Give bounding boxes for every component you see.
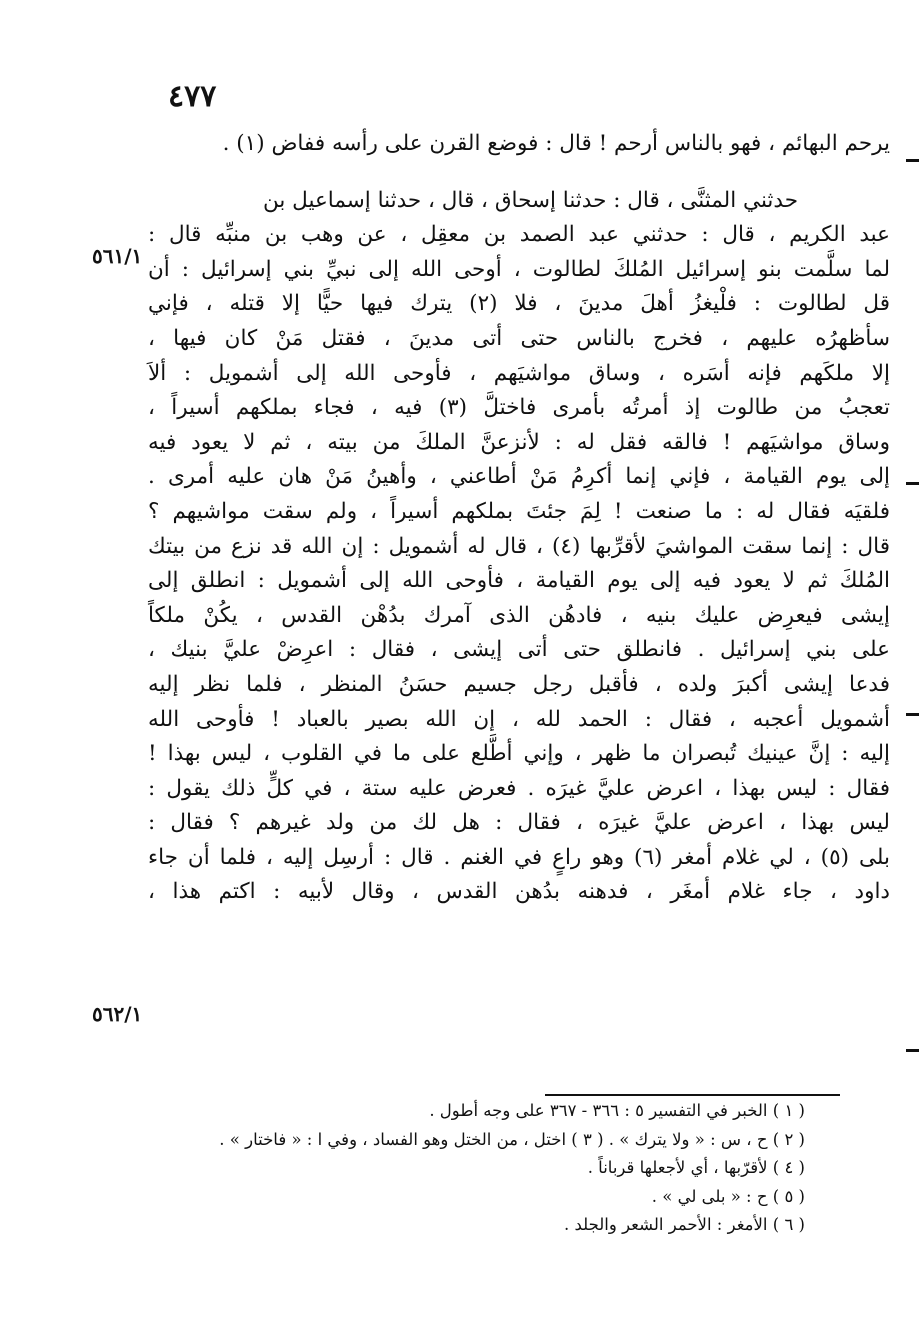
footnote: ( ٦ ) الأمغر : الأحمر الشعر والجلد . xyxy=(563,1215,805,1234)
margin-tick-mark xyxy=(906,159,919,162)
text-line: قال : إنما سقت المواشيَ لأقرِّبها (٤) ، قال له أشمويل : إن الله قد نزع من بيتك xyxy=(148,533,891,559)
footnote: ( ١ ) الخبر في التفسير ٥ : ٣٦٦ - ٣٦٧ على وجه أطول . xyxy=(429,1101,805,1120)
text-line: على بني إسرائيل . فانطلق حتى أتى إيشى ، فقال : اعرِضْ عليَّ بنيك ، xyxy=(148,637,890,663)
text-line: داود ، جاء غلام أمغَر ، فدهنه بدُهن القدس ، وقال لأبيه : اكتم هذا ، xyxy=(148,879,890,905)
text-line: إيشى فيعرِض عليك بنيه ، فادهُن الذى آمرك بدُهْن القدس ، يكُنْ ملكاً xyxy=(148,602,890,628)
text-line: يرحم البهائم ، فهو بالناس أرحم ! قال : فوضع القرن على رأسه ففاض (١) . xyxy=(222,131,890,156)
text-line: أشمويل أعجبه ، فقال : الحمد لله ، إن الله بصير بالعباد ! فأوحى الله xyxy=(148,706,890,732)
page-number: ٤٧٧ xyxy=(168,79,217,114)
footnote: ( ٢ ) ح ، س : « ولا يترك » . ( ٣ ) اختل ، من الختل وهو الفساد ، وفي ا : « فاختار » . xyxy=(219,1129,805,1149)
text-line: حدثني المثنَّى ، قال : حدثنا إسحاق ، قال ، حدثنا إسماعيل بن xyxy=(262,187,798,213)
text-line: فقال : ليس بهذا ، اعرض عليَّ غيرَه . فعرض عليه ستة ، في كلٍّ ذلك يقول : xyxy=(148,775,890,801)
text-line: وساق مواشيَهم ! فالقه فقل له : لأنزعنَّ الملكَ من بيته ، ثم لا يعود فيه xyxy=(148,429,890,455)
text-line: بلى (٥) ، لي غلام أمغر (٦) وهو راعٍ في الغنم . قال : أرسِل إليه ، فلما أن جاء xyxy=(148,844,890,870)
text-line: فلقيَه فقال له : ما صنعت ! لِمَ جئتَ بملكهم أسيراً ، ولم سقت مواشيهم ؟ xyxy=(148,498,890,524)
text-line: إلى يوم القيامة ، فإني إنما أكرِمُ مَنْ أطاعني ، وأهينُ مَنْ هان عليه أمرى . xyxy=(148,464,890,490)
margin-reference: ٥٦٢/١ xyxy=(92,1002,143,1026)
footnotes xyxy=(219,1097,805,1240)
footnote-divider xyxy=(545,1094,840,1096)
main-text xyxy=(148,127,890,910)
text-line: سأظهرُه عليهم ، فخرج بالناس حتى أتى مدينَ ، فقتل مَنْ كان فيها ، xyxy=(148,325,890,351)
margin-tick-mark xyxy=(906,1049,919,1052)
text-line: ليس بهذا ، اعرض عليَّ غيرَه ، فقال : هل لك من ولد غيرهم ؟ فقال : xyxy=(148,810,890,836)
footnote: ( ٥ ) ح : « بلى لي » . xyxy=(651,1186,805,1206)
text-line: لما سلَّمت بنو إسرائيل المُلكَ لطالوت ، أوحى الله إلى نبيِّ بني إسرائيل : أن xyxy=(148,256,890,282)
text-line: قل لطالوت : فلْيغزُ أهلَ مدينَ ، فلا (٢) يترك فيها حيًّا إلا قتله ، فإني xyxy=(148,291,890,317)
text-line: المُلكَ ثم لا يعود فيه إلى يوم القيامة ، فأوحى الله إلى أشمويل : انطلق إلى xyxy=(148,568,890,594)
margin-reference: ٥٦١/١ xyxy=(92,244,143,268)
text-line: إليه : إنَّ عينيك تُبصران ما ظهر ، وإني أطَّلع على ما في القلوب ، ليس بهذا ! xyxy=(148,741,890,767)
text-line: تعجبُ من طالوت إذ أمرتُه بأمرى فاختلَّ (٣) فيه ، فجاء بملكهم أسيراً ، xyxy=(148,395,890,421)
text-line: إلا ملكَهم فإنه أسَره ، وساق مواشيَهم ، فأوحى الله إلى أشمويل : ألاَ xyxy=(148,360,890,386)
margin-tick-mark xyxy=(906,713,919,716)
margin-tick-mark xyxy=(906,482,919,485)
footnote: ( ٤ ) لأقرّبها ، أي لأجعلها قرباناً . xyxy=(587,1158,805,1177)
text-line: فدعا إيشى أكبرَ ولده ، فأقبل رجل جسيم حسَنُ المنظر ، فلما نظر إليه xyxy=(148,671,890,697)
text-line: عبد الكريم ، قال : حدثني عبد الصمد بن معقِل ، عن وهب بن منبِّه قال : xyxy=(148,222,890,248)
